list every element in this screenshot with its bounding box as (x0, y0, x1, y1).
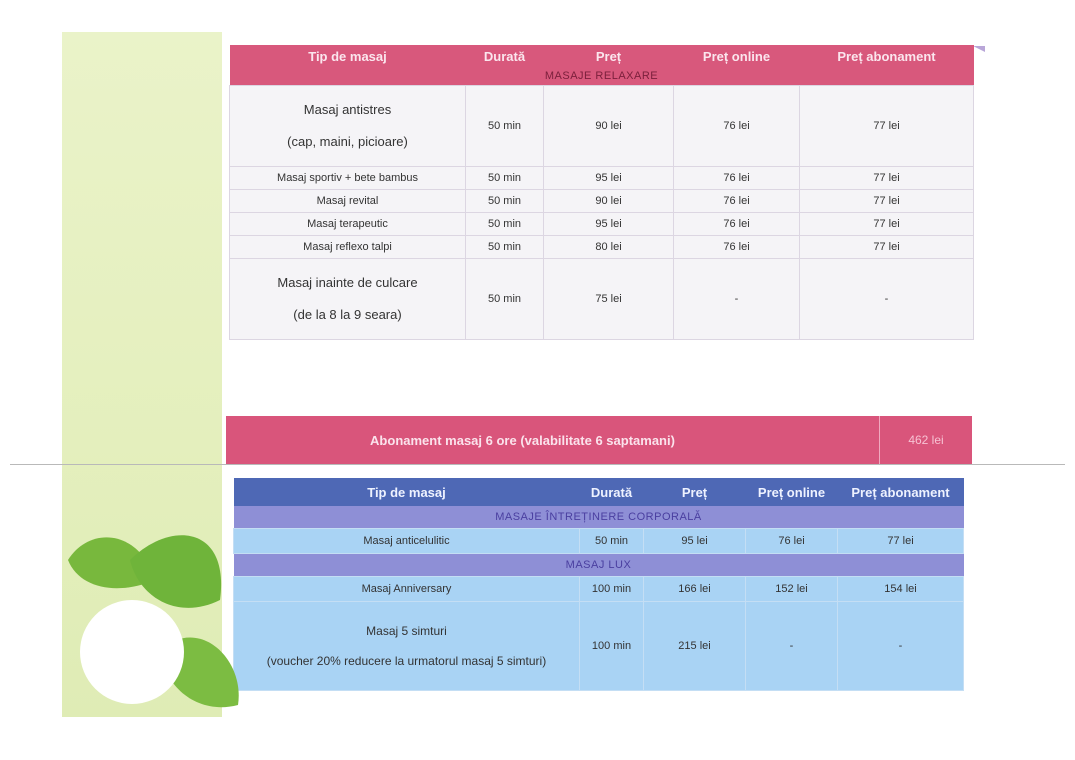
corner-mark (973, 46, 985, 52)
table-header-row (230, 45, 974, 67)
section-row (234, 554, 964, 577)
subscription-price-cell: - (838, 602, 964, 691)
online-price-cell: 76 lei (674, 86, 800, 167)
duration-cell: 50 min (466, 259, 544, 340)
body-massage-table (233, 478, 964, 691)
massage-name: Masaj 5 simturi (366, 624, 447, 638)
price-cell: 215 lei (644, 602, 746, 691)
online-price-cell: - (674, 259, 800, 340)
duration-cell: 100 min (580, 602, 644, 691)
massage-name: Masaj revital (230, 190, 466, 213)
subscription-price-cell: 77 lei (800, 190, 974, 213)
divider-line (10, 464, 1065, 465)
header-massage-type: Tip de masaj (234, 478, 580, 506)
massage-name: Masaj Anniversary (234, 577, 580, 602)
subscription-price-cell: 154 lei (838, 577, 964, 602)
duration-cell: 100 min (580, 577, 644, 602)
online-price-cell: 76 lei (674, 213, 800, 236)
subscription-price-cell: 77 lei (838, 529, 964, 554)
massage-name: Masaj anticelulitic (234, 529, 580, 554)
massage-name-cell (230, 259, 466, 340)
section-row (234, 506, 964, 529)
section-title: MASAJ LUX (234, 554, 964, 577)
table-header-row (234, 478, 964, 506)
online-price-cell: 76 lei (674, 167, 800, 190)
header-online-price: Preț online (674, 45, 800, 67)
leaves-icon (60, 520, 250, 720)
header-duration: Durată (466, 45, 544, 67)
section-title: MASAJE ÎNTREȚINERE CORPORALĂ (234, 506, 964, 529)
header-online-price: Preț online (746, 478, 838, 506)
price-cell: 95 lei (544, 167, 674, 190)
massage-name-cell (230, 86, 466, 167)
online-price-cell: 76 lei (746, 529, 838, 554)
header-price: Preț (544, 45, 674, 67)
price-cell: 95 lei (544, 213, 674, 236)
section-title: MASAJE RELAXARE (230, 67, 974, 86)
subscription-price-cell: 77 lei (800, 236, 974, 259)
massage-name: Masaj inainte de culcare (277, 275, 418, 290)
subscription-price-cell: - (800, 259, 974, 340)
massage-name-cell (234, 602, 580, 691)
price-cell: 80 lei (544, 236, 674, 259)
table-row (234, 529, 964, 554)
subscription-price-cell: 77 lei (800, 167, 974, 190)
online-price-cell: - (746, 602, 838, 691)
duration-cell: 50 min (466, 167, 544, 190)
table-row (230, 213, 974, 236)
price-cell: 90 lei (544, 190, 674, 213)
subscription-label: Abonament masaj 6 ore (valabilitate 6 saptamani) (370, 432, 675, 448)
table-row (230, 167, 974, 190)
massage-name: Masaj antistres (303, 102, 392, 117)
subscription-price-cell: 77 lei (800, 213, 974, 236)
header-duration: Durată (580, 478, 644, 506)
duration-cell: 50 min (466, 236, 544, 259)
price-cell: 95 lei (644, 529, 746, 554)
header-price: Preț (644, 478, 746, 506)
duration-cell: 50 min (466, 213, 544, 236)
subscription-price-cell: 77 lei (800, 86, 974, 167)
table-row (230, 190, 974, 213)
subscription-bar (226, 416, 972, 464)
massage-note: (cap, maini, picioare) (287, 134, 408, 149)
duration-cell: 50 min (580, 529, 644, 554)
massage-name: Masaj reflexo talpi (230, 236, 466, 259)
table-row (230, 236, 974, 259)
table-row (230, 86, 974, 167)
online-price-cell: 76 lei (674, 190, 800, 213)
massage-note: (de la 8 la 9 seara) (293, 307, 402, 322)
table-row (234, 602, 964, 691)
duration-cell: 50 min (466, 190, 544, 213)
header-subscription-price: Preț abonament (838, 478, 964, 506)
massage-name: Masaj terapeutic (230, 213, 466, 236)
online-price-cell: 76 lei (674, 236, 800, 259)
massage-note: (voucher 20% reducere la urmatorul masaj 5 simturi) (266, 654, 547, 668)
duration-cell: 50 min (466, 86, 544, 167)
massage-name: Masaj sportiv + bete bambus (230, 167, 466, 190)
section-row (230, 67, 974, 86)
white-circle (80, 600, 184, 704)
relaxation-massage-table (229, 45, 974, 340)
price-cell: 166 lei (644, 577, 746, 602)
header-massage-type: Tip de masaj (230, 45, 466, 67)
price-cell: 75 lei (544, 259, 674, 340)
table-row (230, 259, 974, 340)
table-row (234, 577, 964, 602)
price-cell: 90 lei (544, 86, 674, 167)
subscription-price: 462 lei (879, 416, 972, 464)
online-price-cell: 152 lei (746, 577, 838, 602)
header-subscription-price: Preț abonament (800, 45, 974, 67)
leaf-top-right (130, 535, 221, 608)
